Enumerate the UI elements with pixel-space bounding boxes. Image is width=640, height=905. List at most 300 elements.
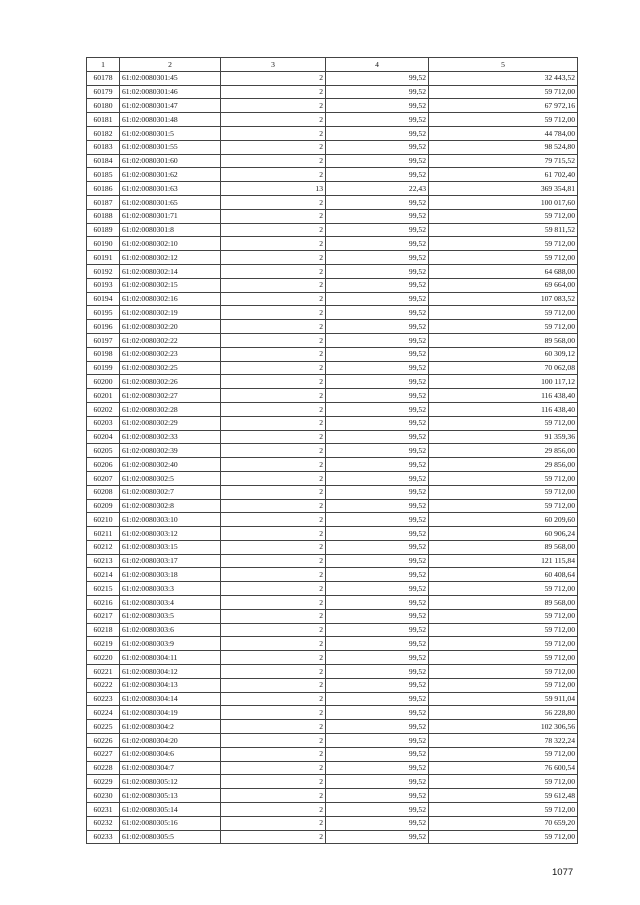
table-row: [87, 264, 578, 278]
table-cell-col5: 59 712,00: [429, 237, 578, 251]
table-row: [87, 513, 578, 527]
table-cell-col4: 99,52: [326, 499, 429, 513]
table-cell-col2: 61:02:0080303:10: [120, 513, 221, 527]
table-row: [87, 471, 578, 485]
table-cell-col4: 99,52: [326, 775, 429, 789]
table-cell-col3: 2: [221, 209, 326, 223]
table-cell-col1: 60194: [87, 292, 120, 306]
table-cell-col1: 60222: [87, 678, 120, 692]
table-row: [87, 596, 578, 610]
table-cell-col3: 2: [221, 278, 326, 292]
table-cell-col4: 99,52: [326, 637, 429, 651]
table-cell-col4: 99,52: [326, 430, 429, 444]
table-row: [87, 182, 578, 196]
table-cell-col1: 60224: [87, 706, 120, 720]
table-cell-col2: 61:02:0080303:18: [120, 568, 221, 582]
table-cell-col2: 61:02:0080305:5: [120, 830, 221, 844]
table-cell-col1: 60208: [87, 485, 120, 499]
column-header-2: 2: [120, 58, 221, 72]
table-cell-col3: 2: [221, 113, 326, 127]
table-cell-col3: 2: [221, 582, 326, 596]
table-cell-col1: 60228: [87, 761, 120, 775]
table-cell-col3: 2: [221, 568, 326, 582]
table-row: [87, 527, 578, 541]
table-body: [87, 71, 578, 844]
table-cell-col4: 99,52: [326, 651, 429, 665]
table-cell-col2: 61:02:0080303:15: [120, 540, 221, 554]
table-row: [87, 651, 578, 665]
table-cell-col2: 61:02:0080304:13: [120, 678, 221, 692]
table-cell-col2: 61:02:0080302:5: [120, 471, 221, 485]
table-cell-col5: 121 115,84: [429, 554, 578, 568]
table-row: [87, 223, 578, 237]
table-cell-col4: 99,52: [326, 361, 429, 375]
table-row: [87, 609, 578, 623]
table-cell-col3: 2: [221, 816, 326, 830]
table-cell-col1: 60233: [87, 830, 120, 844]
table-cell-col5: 60 906,24: [429, 527, 578, 541]
table-cell-col4: 99,52: [326, 485, 429, 499]
table-cell-col1: 60225: [87, 720, 120, 734]
table-cell-col2: 61:02:0080301:47: [120, 99, 221, 113]
table-cell-col4: 99,52: [326, 596, 429, 610]
table-cell-col1: 60178: [87, 71, 120, 85]
table-cell-col1: 60179: [87, 85, 120, 99]
table-cell-col5: 67 972,16: [429, 99, 578, 113]
table-cell-col5: 59 911,04: [429, 692, 578, 706]
table-cell-col1: 60191: [87, 251, 120, 265]
column-header-3: 3: [221, 58, 326, 72]
table-cell-col4: 99,52: [326, 706, 429, 720]
table-cell-col2: 61:02:0080301:46: [120, 85, 221, 99]
table-cell-col1: 60199: [87, 361, 120, 375]
table-cell-col3: 2: [221, 195, 326, 209]
column-header-4: 4: [326, 58, 429, 72]
table-cell-col2: 61:02:0080302:14: [120, 264, 221, 278]
table-cell-col4: 99,52: [326, 71, 429, 85]
table-cell-col1: 60229: [87, 775, 120, 789]
table-cell-col5: 107 083,52: [429, 292, 578, 306]
table-cell-col3: 2: [221, 444, 326, 458]
table-cell-col4: 99,52: [326, 195, 429, 209]
table-cell-col3: 2: [221, 237, 326, 251]
table-cell-col4: 99,52: [326, 168, 429, 182]
table-cell-col4: 99,52: [326, 278, 429, 292]
table-cell-col3: 2: [221, 333, 326, 347]
table-row: [87, 665, 578, 679]
table-row: [87, 306, 578, 320]
table-cell-col4: 99,52: [326, 458, 429, 472]
table-cell-col5: 69 664,00: [429, 278, 578, 292]
table-row: [87, 623, 578, 637]
table-cell-col4: 99,52: [326, 830, 429, 844]
table-cell-col4: 99,52: [326, 126, 429, 140]
table-cell-col2: 61:02:0080302:10: [120, 237, 221, 251]
table-cell-col5: 98 524,80: [429, 140, 578, 154]
table-cell-col3: 2: [221, 264, 326, 278]
table-cell-col1: 60219: [87, 637, 120, 651]
table-row: [87, 430, 578, 444]
table-cell-col4: 99,52: [326, 402, 429, 416]
table-cell-col4: 99,52: [326, 99, 429, 113]
table-cell-col1: 60192: [87, 264, 120, 278]
table-cell-col1: 60226: [87, 734, 120, 748]
table-cell-col4: 99,52: [326, 692, 429, 706]
table-cell-col2: 61:02:0080302:26: [120, 375, 221, 389]
table-cell-col4: 99,52: [326, 251, 429, 265]
table-cell-col3: 2: [221, 168, 326, 182]
table-cell-col3: 2: [221, 665, 326, 679]
table-cell-col1: 60182: [87, 126, 120, 140]
table-cell-col3: 2: [221, 540, 326, 554]
table-cell-col5: 64 688,00: [429, 264, 578, 278]
table-cell-col5: 44 784,00: [429, 126, 578, 140]
table-cell-col1: 60180: [87, 99, 120, 113]
table-row: [87, 720, 578, 734]
table-cell-col2: 61:02:0080304:7: [120, 761, 221, 775]
table-cell-col1: 60205: [87, 444, 120, 458]
column-header-1: 1: [87, 58, 120, 72]
table-cell-col1: 60218: [87, 623, 120, 637]
table-cell-col2: 61:02:0080303:4: [120, 596, 221, 610]
table-row: [87, 99, 578, 113]
table-cell-col2: 61:02:0080302:25: [120, 361, 221, 375]
table-cell-col4: 99,52: [326, 720, 429, 734]
table-row: [87, 485, 578, 499]
table-cell-col1: 60202: [87, 402, 120, 416]
column-header-5: 5: [429, 58, 578, 72]
table-cell-col1: 60181: [87, 113, 120, 127]
table-row: [87, 444, 578, 458]
table-row: [87, 416, 578, 430]
table-cell-col5: 59 712,00: [429, 306, 578, 320]
table-cell-col3: 2: [221, 747, 326, 761]
table-cell-col2: 61:02:0080304:19: [120, 706, 221, 720]
table-row: [87, 140, 578, 154]
table-cell-col2: 61:02:0080302:12: [120, 251, 221, 265]
table-cell-col5: 59 712,00: [429, 830, 578, 844]
table-cell-col1: 60210: [87, 513, 120, 527]
table-cell-col3: 2: [221, 803, 326, 817]
table-cell-col3: 2: [221, 527, 326, 541]
table-cell-col2: 61:02:0080305:12: [120, 775, 221, 789]
table-cell-col4: 99,52: [326, 306, 429, 320]
table-cell-col5: 32 443,52: [429, 71, 578, 85]
table-cell-col2: 61:02:0080301:55: [120, 140, 221, 154]
table-cell-col5: 100 117,12: [429, 375, 578, 389]
table-cell-col5: 59 712,00: [429, 665, 578, 679]
table-cell-col4: 99,52: [326, 140, 429, 154]
table-cell-col4: 99,52: [326, 389, 429, 403]
table-cell-col1: 60196: [87, 320, 120, 334]
table-cell-col2: 61:02:0080302:8: [120, 499, 221, 513]
table-cell-col4: 99,52: [326, 527, 429, 541]
table-cell-col5: 70 062,08: [429, 361, 578, 375]
table-cell-col3: 2: [221, 596, 326, 610]
table-row: [87, 333, 578, 347]
table-row: [87, 761, 578, 775]
table-cell-col2: 61:02:0080304:12: [120, 665, 221, 679]
table-cell-col2: 61:02:0080302:23: [120, 347, 221, 361]
table-row: [87, 789, 578, 803]
table-cell-col1: 60193: [87, 278, 120, 292]
table-cell-col2: 61:02:0080301:48: [120, 113, 221, 127]
table-cell-col3: 2: [221, 499, 326, 513]
table-cell-col5: 60 309,12: [429, 347, 578, 361]
table-cell-col5: 59 712,00: [429, 471, 578, 485]
table-cell-col3: 2: [221, 554, 326, 568]
table-cell-col1: 60213: [87, 554, 120, 568]
data-table: [86, 57, 578, 844]
table-row: [87, 278, 578, 292]
table-cell-col2: 61:02:0080304:11: [120, 651, 221, 665]
table-row: [87, 499, 578, 513]
table-row: [87, 775, 578, 789]
table-cell-col1: 60188: [87, 209, 120, 223]
table-cell-col3: 2: [221, 706, 326, 720]
table-cell-col5: 369 354,81: [429, 182, 578, 196]
table-row: [87, 458, 578, 472]
table-cell-col3: 2: [221, 789, 326, 803]
table-row: [87, 195, 578, 209]
table-cell-col2: 61:02:0080303:17: [120, 554, 221, 568]
table-cell-col2: 61:02:0080302:29: [120, 416, 221, 430]
table-cell-col4: 99,52: [326, 678, 429, 692]
table-cell-col3: 2: [221, 734, 326, 748]
table-cell-col1: 60216: [87, 596, 120, 610]
table-row: [87, 292, 578, 306]
table-header-row: [87, 58, 578, 72]
table-cell-col2: 61:02:0080303:3: [120, 582, 221, 596]
table-row: [87, 237, 578, 251]
table-row: [87, 113, 578, 127]
table-row: [87, 126, 578, 140]
table-cell-col1: 60201: [87, 389, 120, 403]
table-cell-col5: 59 712,00: [429, 678, 578, 692]
table-cell-col5: 29 856,00: [429, 444, 578, 458]
table-cell-col4: 99,52: [326, 761, 429, 775]
table-cell-col5: 59 712,00: [429, 251, 578, 265]
table-cell-col1: 60223: [87, 692, 120, 706]
table-cell-col4: 99,52: [326, 264, 429, 278]
table-row: [87, 71, 578, 85]
table-cell-col3: 2: [221, 375, 326, 389]
table-cell-col1: 60183: [87, 140, 120, 154]
table-cell-col1: 60209: [87, 499, 120, 513]
table-cell-col1: 60197: [87, 333, 120, 347]
table-cell-col5: 59 712,00: [429, 582, 578, 596]
table-cell-col5: 59 712,00: [429, 803, 578, 817]
table-cell-col2: 61:02:0080301:71: [120, 209, 221, 223]
table-cell-col2: 61:02:0080301:5: [120, 126, 221, 140]
table-cell-col5: 79 715,52: [429, 154, 578, 168]
table-cell-col4: 99,52: [326, 803, 429, 817]
table-cell-col4: 99,52: [326, 223, 429, 237]
table-cell-col2: 61:02:0080301:45: [120, 71, 221, 85]
table-row: [87, 375, 578, 389]
table-cell-col1: 60206: [87, 458, 120, 472]
table-cell-col5: 59 712,00: [429, 637, 578, 651]
table-cell-col1: 60227: [87, 747, 120, 761]
table-cell-col2: 61:02:0080301:65: [120, 195, 221, 209]
table-cell-col3: 2: [221, 99, 326, 113]
table-cell-col3: 2: [221, 154, 326, 168]
table-cell-col3: 2: [221, 485, 326, 499]
table-row: [87, 554, 578, 568]
table-cell-col5: 59 712,00: [429, 775, 578, 789]
table-cell-col3: 2: [221, 692, 326, 706]
table-cell-col4: 99,52: [326, 789, 429, 803]
table-cell-col5: 91 359,36: [429, 430, 578, 444]
table-cell-col1: 60187: [87, 195, 120, 209]
table-cell-col1: 60212: [87, 540, 120, 554]
table-cell-col3: 2: [221, 71, 326, 85]
table-cell-col5: 59 811,52: [429, 223, 578, 237]
table-cell-col5: 29 856,00: [429, 458, 578, 472]
table-cell-col4: 99,52: [326, 623, 429, 637]
table-row: [87, 706, 578, 720]
table-cell-col2: 61:02:0080302:39: [120, 444, 221, 458]
table-cell-col3: 2: [221, 292, 326, 306]
table-cell-col2: 61:02:0080303:5: [120, 609, 221, 623]
table-row: [87, 803, 578, 817]
table-cell-col2: 61:02:0080302:22: [120, 333, 221, 347]
table-cell-col3: 2: [221, 678, 326, 692]
table-cell-col5: 59 712,00: [429, 651, 578, 665]
table-cell-col4: 99,52: [326, 471, 429, 485]
table-cell-col5: 59 712,00: [429, 609, 578, 623]
table-cell-col2: 61:02:0080303:9: [120, 637, 221, 651]
table-cell-col2: 61:02:0080305:13: [120, 789, 221, 803]
table-cell-col1: 60232: [87, 816, 120, 830]
table-cell-col4: 99,52: [326, 444, 429, 458]
table-cell-col2: 61:02:0080304:20: [120, 734, 221, 748]
table-cell-col2: 61:02:0080302:28: [120, 402, 221, 416]
table-cell-col4: 99,52: [326, 347, 429, 361]
table-cell-col5: 116 438,40: [429, 389, 578, 403]
table-row: [87, 209, 578, 223]
table-cell-col4: 99,52: [326, 747, 429, 761]
table-cell-col5: 102 306,56: [429, 720, 578, 734]
table-row: [87, 747, 578, 761]
table-cell-col2: 61:02:0080301:8: [120, 223, 221, 237]
table-cell-col4: 22,43: [326, 182, 429, 196]
table-cell-col3: 2: [221, 361, 326, 375]
table-cell-col4: 99,52: [326, 554, 429, 568]
table-cell-col5: 59 712,00: [429, 485, 578, 499]
table-row: [87, 540, 578, 554]
table-row: [87, 582, 578, 596]
table-row: [87, 389, 578, 403]
table-cell-col3: 2: [221, 830, 326, 844]
table-cell-col4: 99,52: [326, 582, 429, 596]
table-cell-col5: 61 702,40: [429, 168, 578, 182]
table-cell-col4: 99,52: [326, 416, 429, 430]
table-cell-col3: 2: [221, 720, 326, 734]
table-row: [87, 85, 578, 99]
table-cell-col2: 61:02:0080302:33: [120, 430, 221, 444]
table-row: [87, 320, 578, 334]
table-cell-col1: 60204: [87, 430, 120, 444]
table-cell-col5: 89 568,00: [429, 596, 578, 610]
table-cell-col2: 61:02:0080301:60: [120, 154, 221, 168]
table-cell-col5: 59 712,00: [429, 320, 578, 334]
table-cell-col3: 2: [221, 416, 326, 430]
table-cell-col5: 59 712,00: [429, 499, 578, 513]
table-cell-col5: 100 017,60: [429, 195, 578, 209]
table-cell-col2: 61:02:0080304:2: [120, 720, 221, 734]
table-cell-col4: 99,52: [326, 154, 429, 168]
table-cell-col1: 60215: [87, 582, 120, 596]
table-cell-col2: 61:02:0080304:6: [120, 747, 221, 761]
table-cell-col1: 60230: [87, 789, 120, 803]
table-cell-col3: 2: [221, 775, 326, 789]
table-cell-col1: 60198: [87, 347, 120, 361]
table-cell-col3: 13: [221, 182, 326, 196]
table-cell-col2: 61:02:0080302:16: [120, 292, 221, 306]
table-cell-col5: 89 568,00: [429, 333, 578, 347]
table-cell-col3: 2: [221, 389, 326, 403]
table-cell-col5: 59 712,00: [429, 747, 578, 761]
table-row: [87, 154, 578, 168]
table-cell-col3: 2: [221, 402, 326, 416]
table-cell-col1: 60186: [87, 182, 120, 196]
table-cell-col4: 99,52: [326, 292, 429, 306]
table-cell-col2: 61:02:0080303:6: [120, 623, 221, 637]
table-cell-col4: 99,52: [326, 209, 429, 223]
table-cell-col4: 99,52: [326, 540, 429, 554]
table-cell-col4: 99,52: [326, 734, 429, 748]
table-cell-col1: 60231: [87, 803, 120, 817]
table-cell-col2: 61:02:0080303:12: [120, 527, 221, 541]
table-row: [87, 816, 578, 830]
table-cell-col3: 2: [221, 306, 326, 320]
table-cell-col3: 2: [221, 623, 326, 637]
table-cell-col5: 59 712,00: [429, 209, 578, 223]
table-cell-col4: 99,52: [326, 513, 429, 527]
table-cell-col3: 2: [221, 651, 326, 665]
table-cell-col5: 59 612,48: [429, 789, 578, 803]
table-cell-col3: 2: [221, 223, 326, 237]
table-cell-col4: 99,52: [326, 320, 429, 334]
table-cell-col2: 61:02:0080305:14: [120, 803, 221, 817]
table-cell-col5: 59 712,00: [429, 623, 578, 637]
table-cell-col3: 2: [221, 471, 326, 485]
table-cell-col1: 60200: [87, 375, 120, 389]
table-cell-col5: 56 228,80: [429, 706, 578, 720]
table-cell-col3: 2: [221, 251, 326, 265]
table-row: [87, 251, 578, 265]
table-row: [87, 734, 578, 748]
table-cell-col2: 61:02:0080301:63: [120, 182, 221, 196]
table-cell-col1: 60190: [87, 237, 120, 251]
table-cell-col5: 60 209,60: [429, 513, 578, 527]
table-cell-col3: 2: [221, 458, 326, 472]
table-cell-col2: 61:02:0080304:14: [120, 692, 221, 706]
table-row: [87, 830, 578, 844]
table-cell-col2: 61:02:0080302:27: [120, 389, 221, 403]
table-cell-col3: 2: [221, 609, 326, 623]
table-cell-col5: 76 600,54: [429, 761, 578, 775]
table-cell-col4: 99,52: [326, 237, 429, 251]
page-number: 1077: [552, 867, 574, 878]
table-cell-col1: 60221: [87, 665, 120, 679]
table-cell-col2: 61:02:0080302:20: [120, 320, 221, 334]
table-cell-col1: 60203: [87, 416, 120, 430]
table-cell-col1: 60195: [87, 306, 120, 320]
table-cell-col3: 2: [221, 320, 326, 334]
table-cell-col1: 60217: [87, 609, 120, 623]
